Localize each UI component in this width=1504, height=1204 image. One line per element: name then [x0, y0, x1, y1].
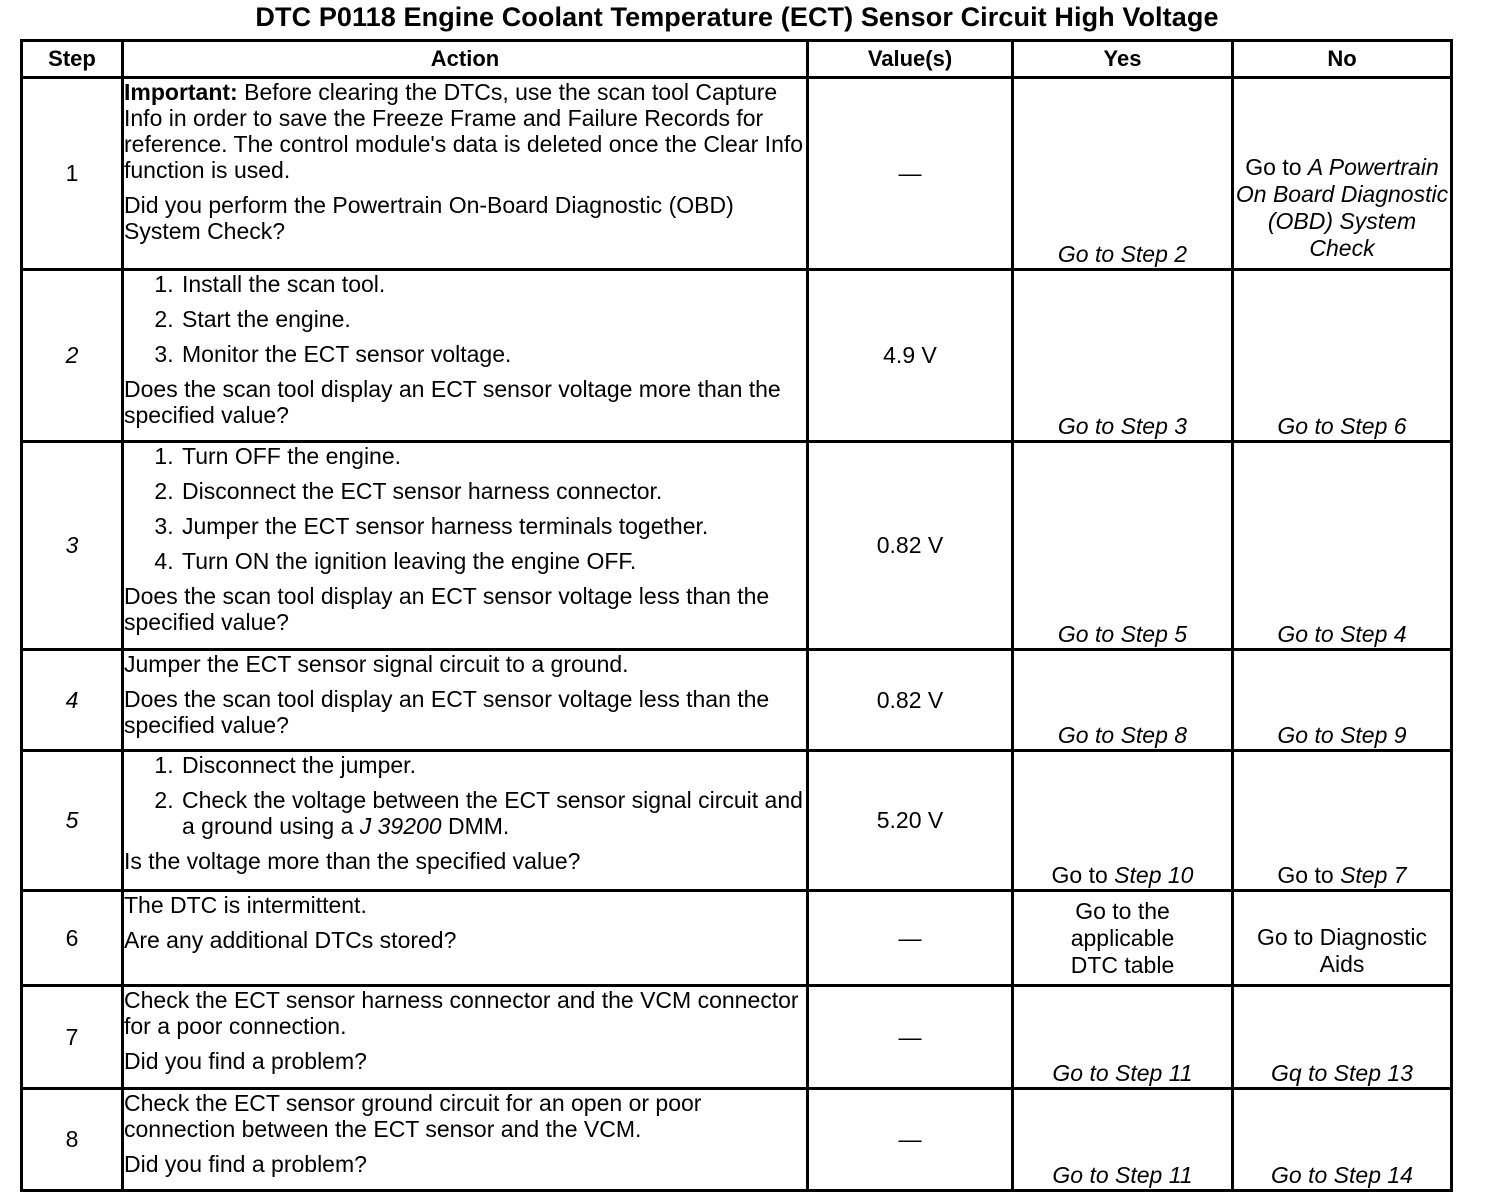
- no-link[interactable]: Go to Step 6: [1233, 270, 1452, 442]
- important-text: Before clearing the DTCs, use the scan tool Capture Info in order to save the Freeze Frame and Failure Records for reference. The control module's data is deleted once the Clear Info function is used.: [124, 79, 804, 183]
- value-text: —: [808, 891, 1013, 986]
- step-number: 4: [22, 650, 123, 751]
- list-item-suffix: DMM.: [448, 813, 510, 839]
- yes-prefix: Go to: [1051, 862, 1108, 888]
- no-prefix: Go to: [1277, 862, 1334, 888]
- list-item: 3. Monitor the ECT sensor voltage.: [180, 341, 806, 367]
- tool-number: J 39200: [359, 813, 442, 839]
- list-item: 2. Start the engine.: [180, 306, 806, 332]
- action-cell: [123, 1089, 808, 1191]
- action-cell: [123, 650, 808, 751]
- step-number: 2: [22, 270, 123, 442]
- instruction-text: Jumper the ECT sensor signal circuit to a ground.: [124, 651, 629, 677]
- table-row: [22, 751, 1452, 891]
- table-row: [22, 1089, 1452, 1191]
- no-link[interactable]: Go to Step 9: [1233, 650, 1452, 751]
- question-text: Did you perform the Powertrain On-Board Diagnostic (OBD) System Check?: [124, 192, 734, 244]
- question-text: Does the scan tool display an ECT sensor voltage more than the specified value?: [124, 376, 781, 428]
- yes-link[interactable]: [1013, 751, 1233, 891]
- header-yes: Yes: [1013, 41, 1233, 78]
- important-note: [124, 79, 806, 183]
- value-cell: [808, 78, 1013, 270]
- table-row: [22, 270, 1452, 442]
- no-link-text[interactable]: A Powertrain On Board Diagnostic (OBD) System Check: [1235, 154, 1449, 261]
- yes-link[interactable]: Go to the applicable DTC table: [1013, 891, 1233, 986]
- no-prefix: Go to: [1245, 154, 1302, 180]
- step-number: 6: [22, 891, 123, 986]
- question-text: Did you find a problem?: [124, 1151, 367, 1177]
- question-text: Is the voltage more than the specified value?: [124, 848, 581, 874]
- diagnostic-table: [20, 39, 1453, 1192]
- header-values: Value(s): [808, 41, 1013, 78]
- instruction-text: Check the ECT sensor harness connector and the VCM connector for a poor connection.: [124, 987, 799, 1039]
- header-step: Step: [22, 41, 123, 78]
- value-text: —: [898, 160, 922, 186]
- step-list: [124, 752, 806, 839]
- no-link[interactable]: [1233, 751, 1452, 891]
- list-item: 1. Disconnect the jumper.: [180, 752, 806, 778]
- yes-link[interactable]: Go to Step 11: [1013, 986, 1233, 1089]
- table-header-row: [22, 41, 1452, 78]
- list-item-text: Check the voltage between the ECT sensor signal circuit and a ground using a: [182, 787, 803, 839]
- value-text: 4.9 V: [808, 270, 1013, 442]
- table-row: [22, 442, 1452, 650]
- action-cell: [123, 442, 808, 650]
- step-number: 1: [22, 78, 123, 270]
- yes-link[interactable]: Go to Step 2: [1013, 78, 1233, 270]
- no-link[interactable]: Gq to Step 13: [1233, 986, 1452, 1089]
- no-link[interactable]: Go to Step 14: [1233, 1089, 1452, 1191]
- question-text: Did you find a problem?: [124, 1048, 367, 1074]
- action-cell: [123, 78, 808, 270]
- yes-link[interactable]: Go to Step 5: [1013, 442, 1233, 650]
- yes-link-text[interactable]: Step 10: [1114, 862, 1194, 888]
- action-cell: [123, 891, 808, 986]
- step-number: 5: [22, 751, 123, 891]
- action-cell: [123, 270, 808, 442]
- step-number: 8: [22, 1089, 123, 1191]
- value-text: —: [808, 986, 1013, 1089]
- step-number: 7: [22, 986, 123, 1089]
- no-link[interactable]: [1233, 78, 1452, 270]
- table-row: [22, 78, 1452, 270]
- list-item: 3. Jumper the ECT sensor harness terminals together.: [180, 513, 806, 539]
- value-text: 0.82 V: [808, 442, 1013, 650]
- action-cell: [123, 751, 808, 891]
- list-item: 2. Disconnect the ECT sensor harness connector.: [180, 478, 806, 504]
- important-label: Important:: [124, 79, 238, 105]
- no-link-text[interactable]: Step 7: [1340, 862, 1407, 888]
- question-text: Does the scan tool display an ECT sensor voltage less than the specified value?: [124, 686, 770, 738]
- no-link[interactable]: Go to Diagnostic Aids: [1233, 891, 1452, 986]
- header-no: No: [1233, 41, 1452, 78]
- header-action: Action: [123, 41, 808, 78]
- list-item: 4. Turn ON the ignition leaving the engine OFF.: [180, 548, 806, 574]
- step-number: 3: [22, 442, 123, 650]
- table-row: [22, 650, 1452, 751]
- instruction-text: Check the ECT sensor ground circuit for an open or poor connection between the ECT sensor and the VCM.: [124, 1090, 702, 1142]
- list-item: [180, 787, 806, 839]
- instruction-text: The DTC is intermittent.: [124, 892, 367, 918]
- yes-link[interactable]: Go to Step 3: [1013, 270, 1233, 442]
- yes-link[interactable]: Go to Step 11: [1013, 1089, 1233, 1191]
- table-row: [22, 891, 1452, 986]
- action-cell: [123, 986, 808, 1089]
- step-list: [124, 271, 806, 367]
- question-text: Does the scan tool display an ECT sensor voltage less than the specified value?: [124, 583, 770, 635]
- value-text: —: [808, 1089, 1013, 1191]
- value-text: 0.82 V: [808, 650, 1013, 751]
- yes-link[interactable]: Go to Step 8: [1013, 650, 1233, 751]
- list-item: 1. Install the scan tool.: [180, 271, 806, 297]
- list-item: 1. Turn OFF the engine.: [180, 443, 806, 469]
- question-text: Are any additional DTCs stored?: [124, 927, 457, 953]
- value-text: 5.20 V: [808, 751, 1013, 891]
- step-list: [124, 443, 806, 574]
- page-title: DTC P0118 Engine Coolant Temperature (ECT) Sensor Circuit High Voltage: [255, 2, 1219, 32]
- no-link[interactable]: Go to Step 4: [1233, 442, 1452, 650]
- table-row: [22, 986, 1452, 1089]
